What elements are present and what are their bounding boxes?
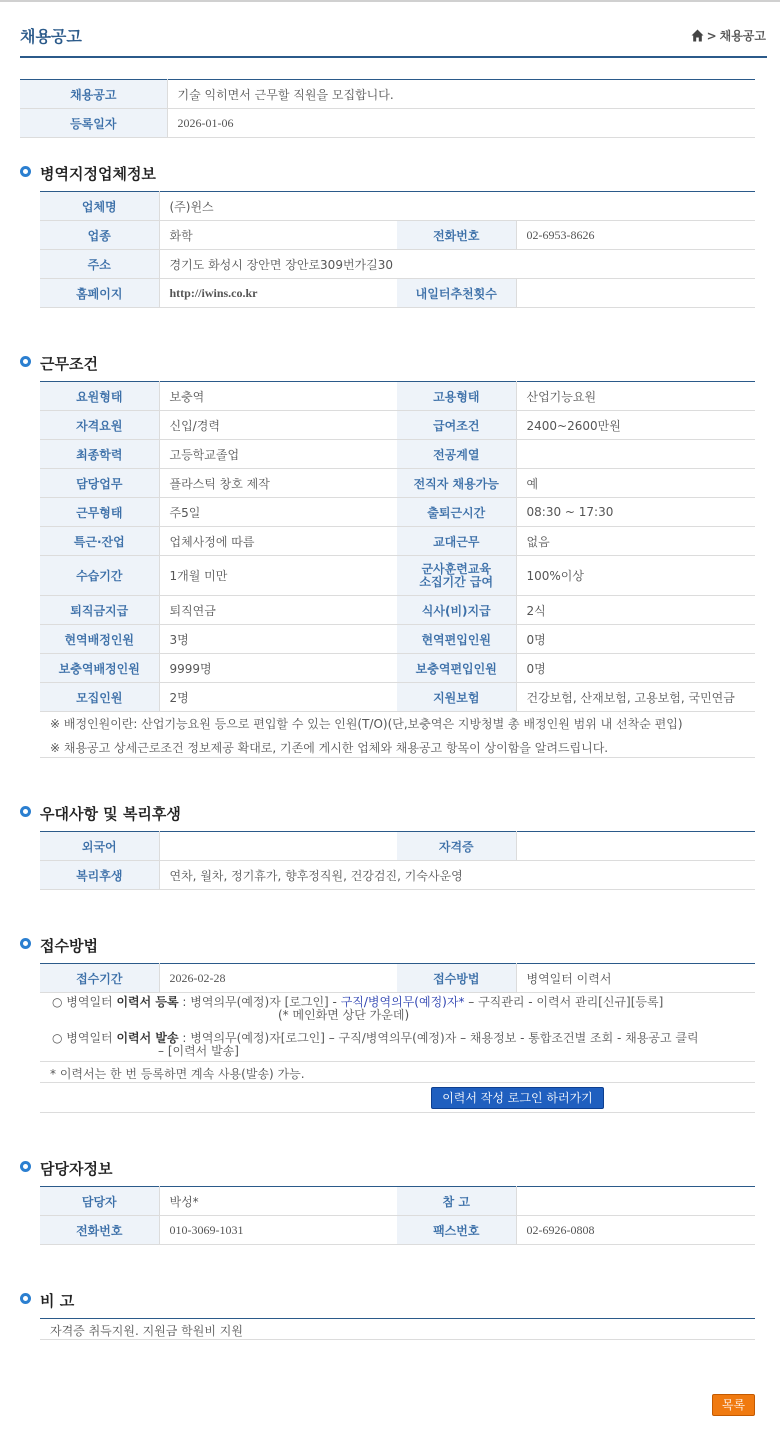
step-text: : 병역의무(예정)자 [로그인] - — [178, 995, 341, 1009]
table-row — [40, 556, 755, 596]
notice-title-value: 기술 익히면서 근무할 직원을 모집합니다. — [167, 80, 755, 109]
table-row — [40, 411, 755, 440]
cond-label: 자격요원 — [40, 411, 159, 440]
contact-phone-value: 010-3069-1031 — [159, 1216, 397, 1245]
contact-table — [40, 1186, 755, 1245]
address-value: 경기도 화성시 장안면 장안로309번가길30 — [159, 250, 755, 279]
cond-value: 2400~2600만원 — [516, 411, 755, 440]
cond-value: 0명 — [516, 654, 755, 683]
section-bullet-icon — [20, 806, 31, 817]
divider — [40, 1339, 755, 1340]
step-text: – 구직관리 - 이력서 관리[신규][등록] — [464, 995, 664, 1009]
cond-value: 고등학교졸업 — [159, 440, 397, 469]
table-row — [20, 80, 755, 109]
homepage-label: 홈페이지 — [40, 279, 159, 308]
breadcrumb — [691, 27, 766, 44]
person-value: 박성* — [159, 1187, 397, 1216]
table-row — [40, 469, 755, 498]
step-subnote: (* 메인화면 상단 가운데) — [278, 1008, 410, 1022]
cond-label: 출퇴근시간 — [397, 498, 516, 527]
cond-label: 식사(비)지급 — [397, 596, 516, 625]
table-row — [40, 382, 755, 411]
cond-label: 최종학력 — [40, 440, 159, 469]
table-row — [40, 440, 755, 469]
table-row — [40, 683, 755, 712]
notice-table — [20, 79, 755, 138]
cond-value: 건강보험, 산재보험, 고용보험, 국민연금 — [516, 683, 755, 712]
cond-value: 퇴직연금 — [159, 596, 397, 625]
cond-label: 요원형태 — [40, 382, 159, 411]
table-row — [20, 109, 755, 138]
cond-value: 9999명 — [159, 654, 397, 683]
fax-label: 팩스번호 — [397, 1216, 516, 1245]
divider — [40, 1318, 755, 1319]
cond-value: 1개월 미만 — [159, 556, 397, 596]
cond-label: 수습기간 — [40, 556, 159, 596]
phone-label: 전화번호 — [397, 221, 516, 250]
step-prefix: ○ 병역일터 — [52, 1031, 117, 1045]
contact-phone-label: 전화번호 — [40, 1216, 159, 1245]
method-label: 접수방법 — [397, 964, 516, 993]
cond-label: 보충역편입인원 — [397, 654, 516, 683]
section-title-conditions: 근무조건 — [40, 355, 98, 373]
table-row — [40, 861, 755, 890]
apply-step-1 — [52, 996, 752, 1022]
notice-date-label: 등록일자 — [20, 109, 167, 138]
step-bold: 이력서 발송 — [116, 1031, 179, 1045]
section-title-apply: 접수방법 — [40, 937, 98, 955]
table-row — [40, 654, 755, 683]
cond-label-line: 소집기간 급여 — [419, 574, 494, 589]
page-title: 채용공고 — [20, 27, 82, 46]
section-bullet-icon — [20, 356, 31, 367]
industry-value: 화학 — [159, 221, 397, 250]
step-prefix: ○ 병역일터 — [52, 995, 117, 1009]
breadcrumb-current: 채용공고 — [719, 29, 766, 43]
cond-value: 예 — [516, 469, 755, 498]
welfare-value: 연차, 월차, 정기휴가, 향후정직원, 건강검진, 기숙사운영 — [159, 861, 755, 890]
section-bullet-icon — [20, 1293, 31, 1304]
cond-label-line: 군사훈련교육 — [421, 561, 492, 576]
recommend-value — [516, 279, 755, 308]
section-bullet-icon — [20, 166, 31, 177]
cond-label: 보충역배정인원 — [40, 654, 159, 683]
language-value — [159, 832, 397, 861]
cond-label: 고용형태 — [397, 382, 516, 411]
apply-step-2 — [52, 1032, 752, 1058]
period-value: 2026-02-28 — [159, 964, 397, 993]
home-icon[interactable] — [691, 29, 704, 42]
certificate-label: 자격증 — [397, 832, 516, 861]
cond-value — [516, 440, 755, 469]
period-label: 접수기간 — [40, 964, 159, 993]
table-row — [40, 1187, 755, 1216]
divider — [40, 1112, 755, 1113]
table-row — [40, 221, 755, 250]
cond-label — [397, 556, 516, 596]
cond-label: 전직자 채용가능 — [397, 469, 516, 498]
cond-value: 업체사정에 따름 — [159, 527, 397, 556]
cond-label: 근무형태 — [40, 498, 159, 527]
company-name-label: 업체명 — [40, 192, 159, 221]
conditions-note-2: ※ 채용공고 상세근로조건 정보제공 확대로, 기존에 게시한 업체와 채용공고 항목이 상이함을 알려드립니다. — [50, 741, 609, 755]
divider — [40, 1061, 755, 1062]
top-border — [0, 0, 780, 2]
company-name-value: (주)윈스 — [159, 192, 755, 221]
cond-value: 산업기능요원 — [516, 382, 755, 411]
cond-label: 담당업무 — [40, 469, 159, 498]
section-title-remarks: 비 고 — [40, 1292, 75, 1310]
cond-label: 특근·잔업 — [40, 527, 159, 556]
cond-value: 보충역 — [159, 382, 397, 411]
table-row — [40, 250, 755, 279]
breadcrumb-separator: > — [706, 28, 717, 43]
homepage-link[interactable]: http://iwins.co.kr — [159, 279, 397, 308]
cond-label: 현역배정인원 — [40, 625, 159, 654]
divider — [40, 1082, 755, 1083]
job-seeker-link[interactable]: 구직/병역의무(예정)자* — [340, 995, 465, 1009]
notice-title-label: 채용공고 — [20, 80, 167, 109]
resume-login-button[interactable]: 이력서 작성 로그인 하러가기 — [431, 1087, 604, 1109]
cond-label: 지원보험 — [397, 683, 516, 712]
table-row — [40, 964, 755, 993]
step-text: : 병역의무(예정)자[로그인] – 구직/병역의무(예정)자 – 채용정보 - 통합조건별 조회 - 채용공고 클릭 — [178, 1031, 699, 1045]
cond-value: 플라스틱 창호 제작 — [159, 469, 397, 498]
section-bullet-icon — [20, 1161, 31, 1172]
notice-date-value: 2026-01-06 — [167, 109, 755, 138]
step-bold: 이력서 등록 — [116, 995, 179, 1009]
address-label: 주소 — [40, 250, 159, 279]
section-title-company: 병역지정업체정보 — [40, 165, 156, 183]
cond-value: 없음 — [516, 527, 755, 556]
welfare-label: 복리후생 — [40, 861, 159, 890]
cond-value: 2식 — [516, 596, 755, 625]
certificate-value — [516, 832, 755, 861]
cond-value: 0명 — [516, 625, 755, 654]
table-row — [40, 527, 755, 556]
person-label: 담당자 — [40, 1187, 159, 1216]
cond-value: 주5일 — [159, 498, 397, 527]
title-rule — [20, 56, 767, 58]
cond-label: 퇴직금지급 — [40, 596, 159, 625]
step-subnote: – [이력서 발송] — [158, 1044, 239, 1058]
cond-label: 현역편입인원 — [397, 625, 516, 654]
industry-label: 업종 — [40, 221, 159, 250]
table-row — [40, 279, 755, 308]
table-row — [40, 1216, 755, 1245]
conditions-note-1: ※ 배정인원이란: 산업기능요원 등으로 편입할 수 있는 인원(T/O)(단,보충역은 지방청별 총 배정인원 범위 내 선착순 편입) — [50, 717, 683, 731]
list-button[interactable]: 목록 — [712, 1394, 755, 1416]
fax-value: 02-6926-0808 — [516, 1216, 755, 1245]
table-row — [40, 832, 755, 861]
company-table — [40, 191, 755, 308]
table-row — [40, 625, 755, 654]
remarks-text: 자격증 취득지원. 지원금 학원비 지원 — [50, 1324, 243, 1338]
cond-value: 2명 — [159, 683, 397, 712]
table-row — [40, 596, 755, 625]
table-row — [40, 192, 755, 221]
language-label: 외국어 — [40, 832, 159, 861]
table-row — [40, 498, 755, 527]
section-title-benefits: 우대사항 및 복리후생 — [40, 805, 181, 823]
recommend-label: 내일터추천횟수 — [397, 279, 516, 308]
conditions-table — [40, 381, 755, 712]
apply-table — [40, 963, 755, 993]
cond-label: 전공계열 — [397, 440, 516, 469]
cond-value: 100%이상 — [516, 556, 755, 596]
method-value: 병역일터 이력서 — [516, 964, 755, 993]
cond-value: 3명 — [159, 625, 397, 654]
cond-label: 교대근무 — [397, 527, 516, 556]
cond-value: 신입/경력 — [159, 411, 397, 440]
reference-label: 참 고 — [397, 1187, 516, 1216]
section-title-contact: 담당자정보 — [40, 1160, 113, 1178]
cond-label: 급여조건 — [397, 411, 516, 440]
benefits-table — [40, 831, 755, 890]
section-bullet-icon — [20, 938, 31, 949]
reference-value — [516, 1187, 755, 1216]
phone-value: 02-6953-8626 — [516, 221, 755, 250]
divider — [40, 757, 755, 758]
cond-label: 모집인원 — [40, 683, 159, 712]
apply-footnote: * 이력서는 한 번 등록하면 계속 사용(발송) 가능. — [50, 1067, 305, 1081]
cond-value: 08:30 ~ 17:30 — [516, 498, 755, 527]
